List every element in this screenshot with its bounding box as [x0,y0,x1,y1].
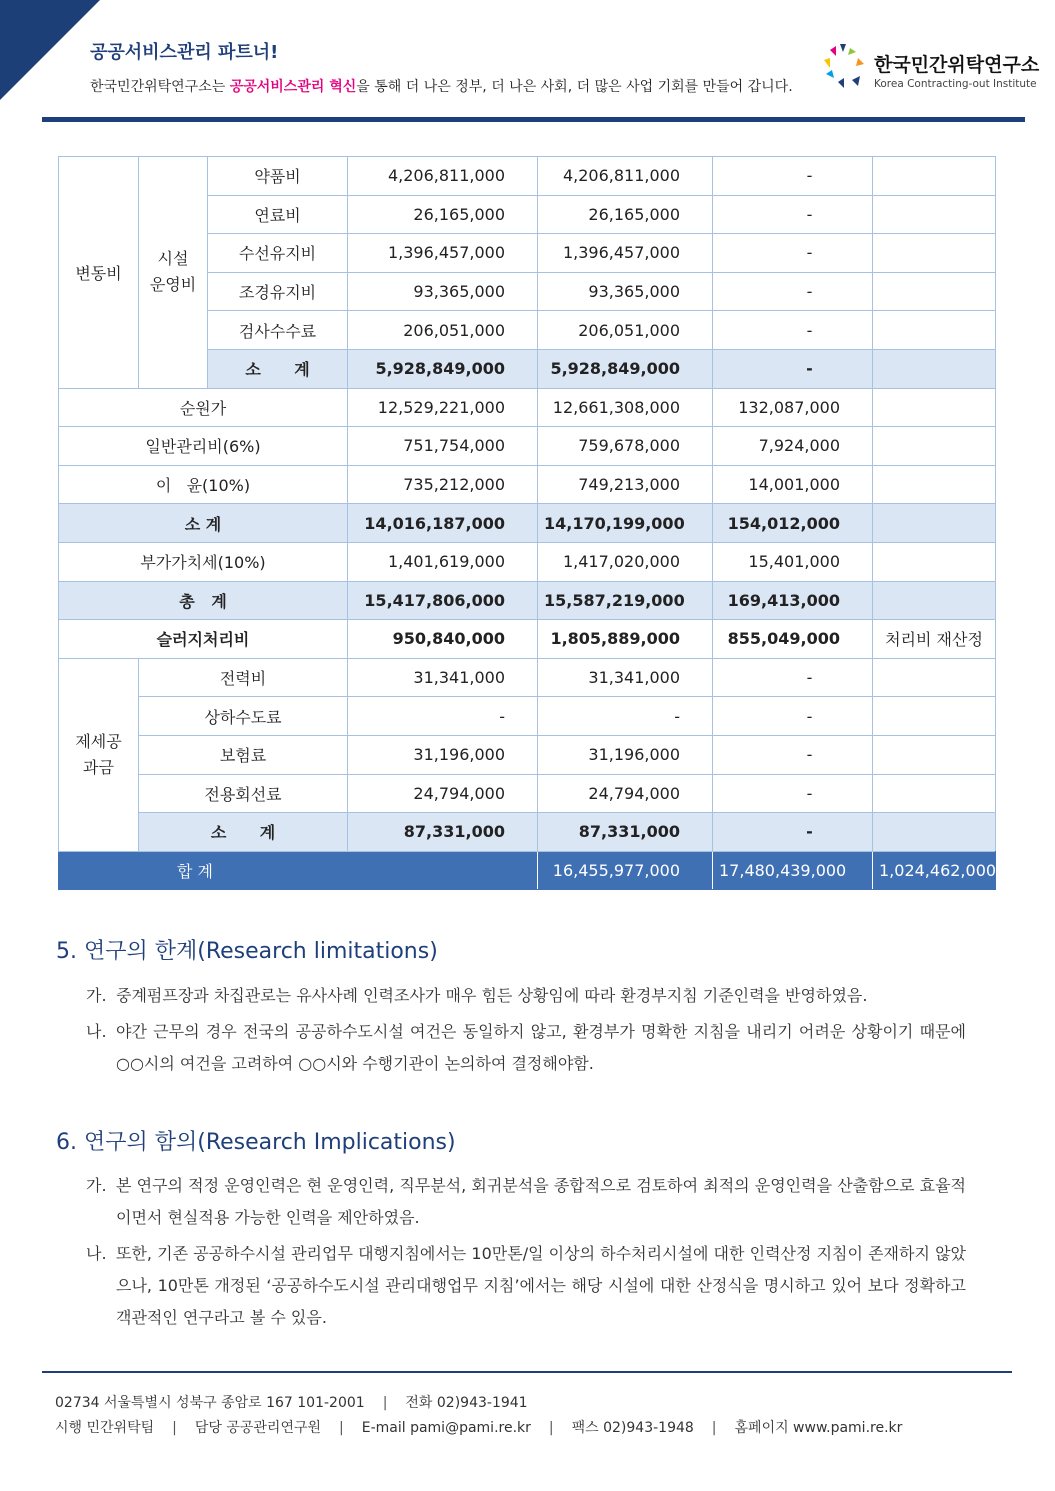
cost-table [58,156,996,890]
row-label: 총 계 [59,581,348,620]
item-text: 또한, 기존 공공하수시설 관리업무 대행지침에서는 10만톤/일 이상의 하수처리시설에 대한 인력산정 지침이 존재하지 않았으나, 10만톤 개정된 ‘공공하수도시설 관리대행업무 지침’에서는 해당 시설에 대한 산정식을 명시하고 있어 보다 정확하고 객관적인 연구라고 볼 수 있음. [116,1244,966,1327]
total-row [59,851,996,890]
cell-value-c: - [713,195,873,234]
cell-value-c: - [713,658,873,697]
header-rule [42,117,1025,122]
cell-value-b: 5,928,849,000 [538,349,713,388]
cell-value-b: 93,365,000 [538,272,713,311]
table-row [59,658,996,697]
cell-value-c: - [713,697,873,736]
row-label: 합 계 [59,851,538,890]
section-6-title: 6. 연구의 함의(Research Implications) [56,1130,456,1155]
cell-value-b: 15,587,219,000 [538,581,713,620]
logo-mark-icon [822,42,866,92]
cell-value-c: 132,087,000 [713,388,873,427]
cell-note [873,504,996,543]
cell-value-b: 14,170,199,000 [538,504,713,543]
cell-note: 처리비 재산정 [873,620,996,659]
footer-line-2 [55,1417,902,1437]
cell-value-b: 17,480,439,000 [713,851,873,890]
row-label: 슬러지처리비 [59,620,348,659]
cell-value-c: - [713,272,873,311]
header-desc-before: 한국민간위탁연구소는 [90,79,230,95]
cell-note [873,349,996,388]
table-row [59,388,996,427]
logo-name: 한국민간위탁연구소 [874,54,1040,76]
row-label: 연료비 [208,195,348,234]
footer-charge: 담당 공공관리연구원 [194,1420,322,1436]
row-label: 보험료 [139,735,348,774]
cell-note [873,388,996,427]
table-row [59,465,996,504]
cell-note [873,697,996,736]
cell-note [873,581,996,620]
institute-logo [822,42,1040,98]
header-desc-highlight: 공공서비스관리 혁신 [229,79,357,95]
cell-value-c: 154,012,000 [713,504,873,543]
cell-value-a: 31,341,000 [348,658,538,697]
cell-value-b: 12,661,308,000 [538,388,713,427]
cell-value-c: - [713,349,873,388]
item-label: 가. [86,1176,107,1195]
cell-value-c: 169,413,000 [713,581,873,620]
row-label: 일반관리비(6%) [59,427,348,466]
table-row [59,697,996,736]
footer-homepage[interactable]: 홈페이지 www.pami.re.kr [734,1420,903,1436]
cell-value-a: 31,196,000 [348,735,538,774]
cell-note [873,774,996,813]
cell-note [873,195,996,234]
cell-value-b: 749,213,000 [538,465,713,504]
row-label: 이 윤(10%) [59,465,348,504]
cell-note [873,311,996,350]
cell-note [873,735,996,774]
corner-decoration [0,0,100,100]
cell-value-c: 14,001,000 [713,465,873,504]
cell-value-b: 4,206,811,000 [538,157,713,196]
grand-subtotal-row [59,581,996,620]
subtotal-row [59,504,996,543]
row-label: 소 계 [208,349,348,388]
sludge-row [59,620,996,659]
row-label: 부가가치세(10%) [59,542,348,581]
item-label: 나. [86,1244,107,1263]
cell-value-a: 5,928,849,000 [348,349,538,388]
cell-value-c: - [713,735,873,774]
cell-value-b: 26,165,000 [538,195,713,234]
header-desc-after: 을 통해 더 나은 정부, 더 나은 사회, 더 많은 사업 기회를 만들어 갑니다. [356,79,793,95]
row-label: 검사수수료 [208,311,348,350]
cell-value-a: 950,840,000 [348,620,538,659]
cell-value-c: - [713,311,873,350]
row-label: 소 계 [59,504,348,543]
cell-value-b: 206,051,000 [538,311,713,350]
section-5-item-2 [86,1016,966,1080]
cell-value-c: 855,049,000 [713,620,873,659]
cell-value-c: - [713,813,873,852]
row-label: 상하수도료 [139,697,348,736]
row-label: 약품비 [208,157,348,196]
cell-value-a: - [348,697,538,736]
cell-value-b: 1,417,020,000 [538,542,713,581]
row-label: 전력비 [139,658,348,697]
cell-value-a: 751,754,000 [348,427,538,466]
cell-value-a: 206,051,000 [348,311,538,350]
cell-note [873,157,996,196]
cell-value-a: 15,417,806,000 [348,581,538,620]
cell-value-a: 93,365,000 [348,272,538,311]
footer-separator: | [339,1420,344,1436]
cell-note [873,542,996,581]
cell-value-c: - [713,234,873,273]
cell-note [873,427,996,466]
cell-value-a: 14,016,187,000 [348,504,538,543]
footer-rule [42,1371,1012,1373]
footer-separator: | [548,1420,554,1436]
cell-value-b: 24,794,000 [538,774,713,813]
header-description [90,76,793,96]
group-utility-cost: 제세공 과금 [59,658,139,851]
table-row [59,735,996,774]
cell-value-b: - [538,697,713,736]
header-tagline: 공공서비스관리 파트너! [90,42,279,63]
cell-value-a: 1,401,619,000 [348,542,538,581]
cell-note [873,658,996,697]
cell-note [873,272,996,311]
footer-separator: | [172,1420,177,1436]
table-row [59,542,996,581]
footer-line-1 [55,1392,528,1412]
cell-value-b: 1,805,889,000 [538,620,713,659]
section-5-item-1 [86,980,966,1012]
cell-value-c: - [713,157,873,196]
item-text: 본 연구의 적정 운영인력은 현 운영인력, 직무분석, 회귀분석을 종합적으로 검토하여 최적의 운영인력을 산출함으로 효율적이면서 현실적용 가능한 인력을 제안하였음. [116,1176,966,1227]
cell-value-b: 1,396,457,000 [538,234,713,273]
cell-value-a: 12,529,221,000 [348,388,538,427]
logo-subtitle: Korea Contracting-out Institute [874,78,1037,90]
cell-value-c: 1,024,462,000 [873,851,996,890]
subtotal-row [59,813,996,852]
cell-value-a: 4,206,811,000 [348,157,538,196]
cell-note [873,234,996,273]
section-6-item-1 [86,1170,966,1234]
item-text: 야간 근무의 경우 전국의 공공하수도시설 여건은 동일하지 않고, 환경부가 명확한 지침을 내리기 어려운 상황이기 때문에 ○○시의 여건을 고려하여 ○○시와 수행기관이 논의하여 결정해야함. [116,1022,966,1073]
group-variable-cost: 변동비 [59,157,139,389]
row-label: 조경유지비 [208,272,348,311]
cell-value-a: 16,455,977,000 [538,851,713,890]
cell-value-c: 15,401,000 [713,542,873,581]
section-6-item-2 [86,1238,966,1334]
footer-phone: 전화 02)943-1941 [405,1395,528,1411]
table-row [59,157,996,196]
cell-value-a: 24,794,000 [348,774,538,813]
cell-value-b: 759,678,000 [538,427,713,466]
table-row [59,774,996,813]
cell-value-b: 31,341,000 [538,658,713,697]
table-row [59,427,996,466]
item-label: 가. [86,986,107,1005]
footer-fax: 팩스 02)943-1948 [571,1420,694,1436]
footer-separator: | [382,1395,388,1411]
section-5-title: 5. 연구의 한계(Research limitations) [56,939,438,964]
item-label: 나. [86,1022,107,1041]
footer-email[interactable]: E-mail pami@pami.re.kr [361,1420,531,1436]
cell-value-c: - [713,774,873,813]
footer-address: 02734 서울특별시 성북구 종암로 167 101-2001 [55,1395,365,1411]
row-label: 소 계 [139,813,348,852]
item-text: 중계펌프장과 차집관로는 유사사례 인력조사가 매우 힘든 상황임에 따라 환경부지침 기준인력을 반영하였음. [116,986,868,1005]
cell-value-c: 7,924,000 [713,427,873,466]
group-facility-cost: 시설 운영비 [139,157,208,389]
row-label: 순원가 [59,388,348,427]
row-label: 전용회선료 [139,774,348,813]
row-label: 수선유지비 [208,234,348,273]
footer-dept: 시행 민간위탁팀 [55,1420,155,1436]
cell-value-a: 1,396,457,000 [348,234,538,273]
cell-note [873,465,996,504]
cell-value-b: 87,331,000 [538,813,713,852]
cell-note [873,813,996,852]
cell-value-a: 735,212,000 [348,465,538,504]
cell-value-a: 26,165,000 [348,195,538,234]
cell-value-b: 31,196,000 [538,735,713,774]
footer-separator: | [711,1420,717,1436]
cell-value-a: 87,331,000 [348,813,538,852]
